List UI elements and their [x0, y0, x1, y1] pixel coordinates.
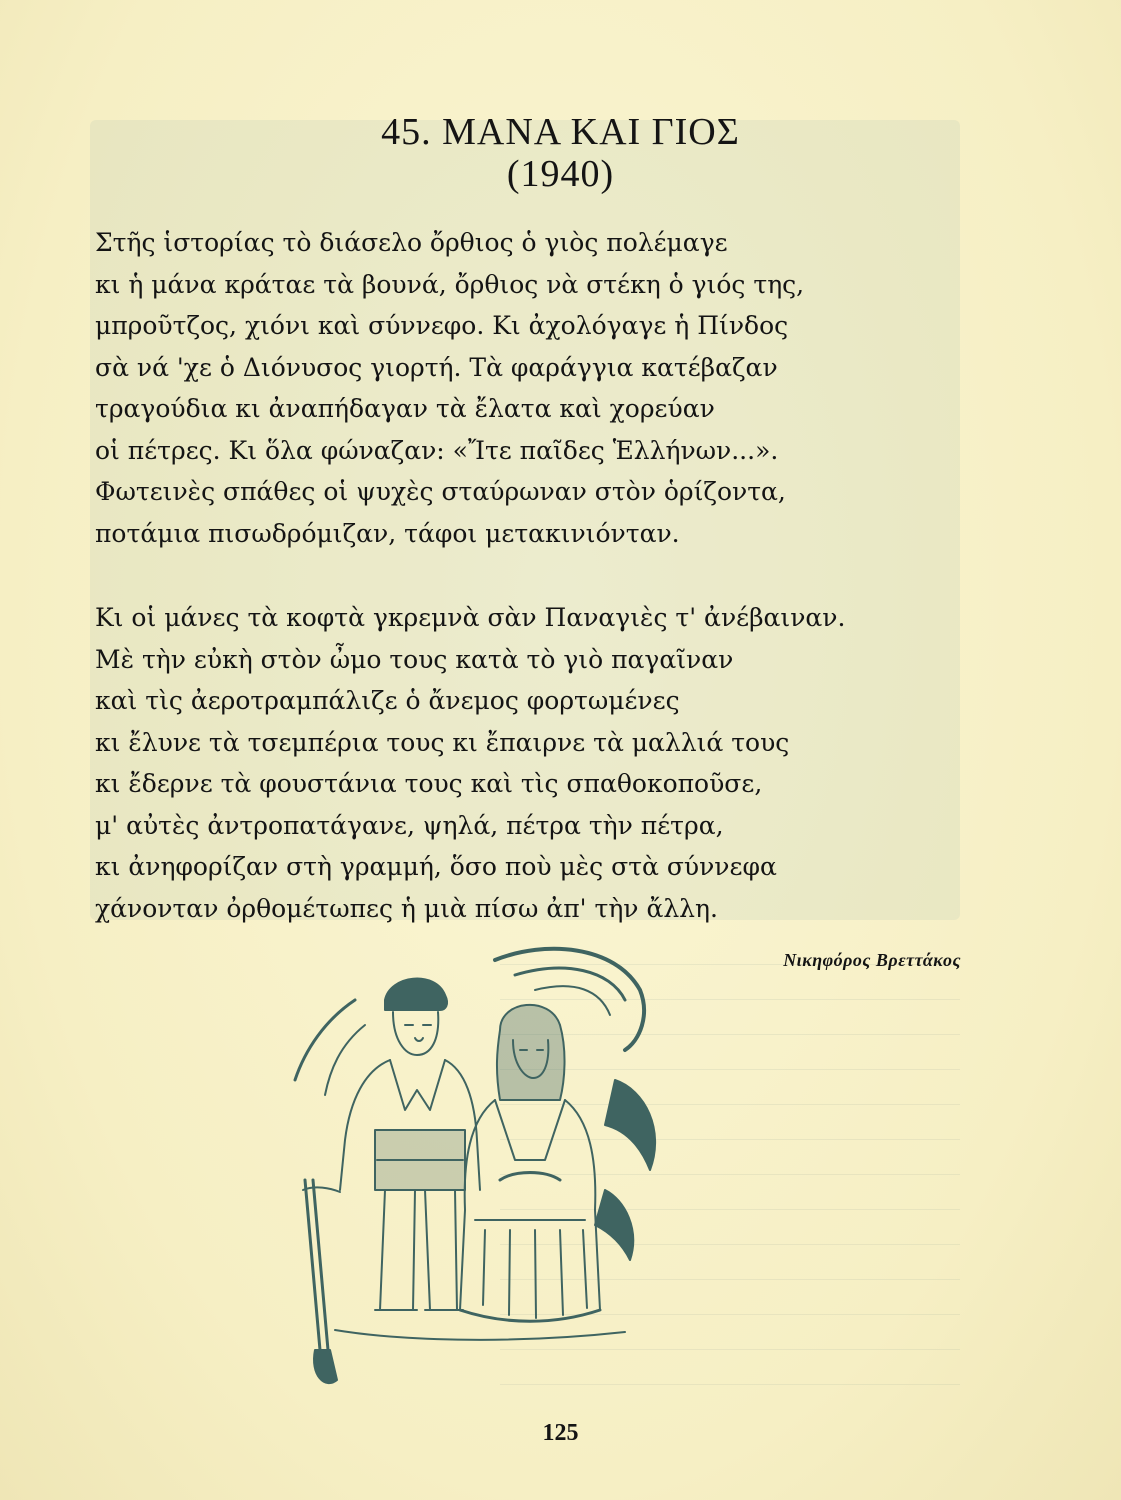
- page-number: 125: [542, 1420, 579, 1446]
- verse-line: ποτάμια πισωδρόμιζαν, τάφοι μετακινιόνταν.: [95, 518, 680, 548]
- verse-line: μ' αὐτὲς ἀντροπατάγανε, ψηλά, πέτρα τὴν πέτρα,: [95, 810, 724, 840]
- verse-line: Μὲ τὴν εὐκὴ στὸν ὦμο τους κατὰ τὸ γιὸ παγαῖναν: [95, 644, 734, 674]
- verse-line: χάνονταν ὀρθομέτωπες ἡ μιὰ πίσω ἀπ' τὴν ἄλλη.: [95, 893, 718, 923]
- verse-line: Κι οἱ μάνες τὰ κοφτὰ γκρεμνὰ σὰν Παναγιὲς τ' ἀνέβαιναν.: [95, 603, 846, 632]
- verse-line: σὰ νά 'χε ὁ Διόνυσος γιορτή. Τὰ φαράγγια κατέβαζαν: [95, 352, 778, 382]
- verse-line: τραγούδια κι ἀναπήδαγαν τὰ ἔλατα καὶ χορεύαν: [95, 394, 715, 423]
- verse-line: Στῆς ἱστορίας τὸ διάσελο ὄρθιος ὁ γιὸς πολέμαγε: [95, 228, 728, 257]
- verse-line: κι ἀνηφορίζαν στὴ γραμμή, ὅσο ποὺ μὲς στὰ σύννεφα: [95, 852, 777, 881]
- author-signature: Νικηφόρος Βρεττάκος: [783, 950, 961, 970]
- poem-year: (1940): [506, 153, 615, 195]
- verse-line: μπροῦτζος, χιόνι καὶ σύννεφο. Κι ἀχολόγαγε ἡ Πίνδος: [95, 311, 789, 340]
- verse-line: οἱ πέτρες. Κι ὅλα φώναζαν: «Ἴτε παῖδες Ἑλλήνων...».: [95, 435, 779, 465]
- verse-line: κι ἡ μάνα κράταε τὰ βουνά, ὄρθιος νὰ στέκη ὁ γιός της,: [95, 269, 805, 299]
- stanza-1: [95, 222, 804, 554]
- poem-title: 45. ΜΑΝΑ ΚΑΙ ΓΙΟΣ: [381, 111, 740, 153]
- verse-line: κι ἔδερνε τὰ φουστάνια τους καὶ τὶς σπαθοκοποῦσε,: [95, 769, 763, 798]
- soldier-and-mother-illustration: [245, 930, 705, 1400]
- verse-line: κι ἔλυνε τὰ τσεμπέρια τους κι ἔπαιρνε τὰ μαλλιά τους: [95, 727, 790, 757]
- stanza-2: [95, 597, 845, 929]
- verse-line: Φωτεινὲς σπάθες οἱ ψυχὲς σταύρωναν στὸν ὁρίζοντα,: [95, 477, 786, 506]
- verse-line: καὶ τὶς ἀεροτραμπάλιζε ὁ ἄνεμος φορτωμένες: [95, 686, 680, 715]
